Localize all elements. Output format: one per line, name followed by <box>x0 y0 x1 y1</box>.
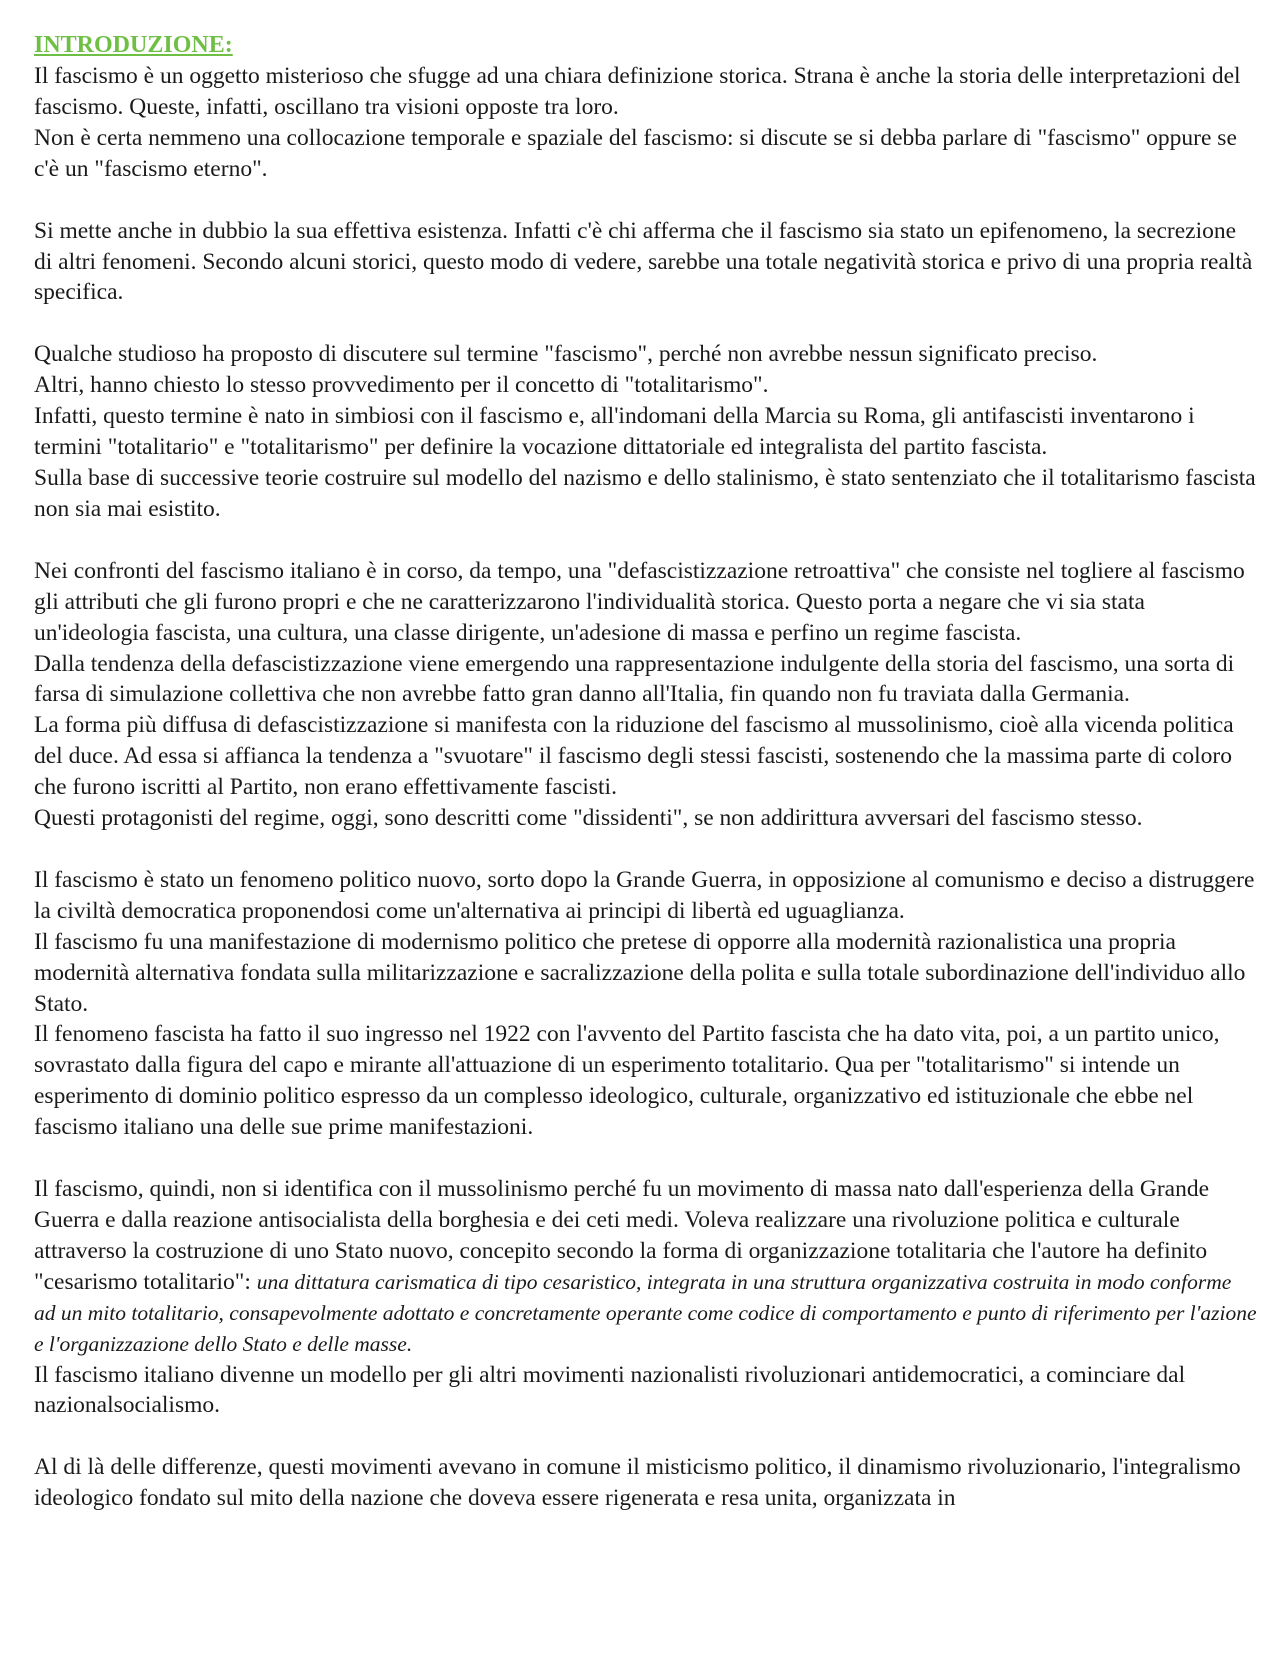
paragraph-text: Il fascismo, quindi, non si identifica con il mussolinismo perché fu un movimento di massa nato dall'esperienza della Grande Guerra e dalla reazione antisocialista della borghesia e dei ceti medi. Voleva realizzare una rivoluzione politica e culturale attraverso la costruzione di uno Stato nuovo, concepito secondo la forma di organizzazione totalitaria che l'autore ha definito "cesarismo totalitario": <box>34 1176 1210 1295</box>
paragraph-line: Infatti, questo termine è nato in simbiosi con il fascismo e, all'indomani della Marcia su Roma, gli antifascisti inventarono i termini "totalitario" e "totalitarismo" per definire la vocazione dittatoriale ed integralista del partito fascista. <box>34 403 1195 461</box>
italic-quote: una dittatura carismatica di tipo cesaristico, integrata in una struttura organizzativa costruita in modo conforme ad un mito totalitario, consapevolmente adottato e concretamente operante come codice di comportamento e punto di riferimento per l'azione e l'organizzazione dello Stato e delle masse. <box>34 1269 1257 1356</box>
paragraph-5 <box>34 865 1258 1143</box>
paragraph-line: Al di là delle differenze, questi movimenti avevano in comune il misticismo politico, il dinamismo rivoluzionario, l'integralismo ideologico fondato sul mito della nazione che doveva essere rigenerata e resa unita, organizzata in <box>34 1454 1241 1512</box>
paragraph-6 <box>34 1174 1258 1421</box>
paragraph-4 <box>34 556 1258 834</box>
paragraph-line: Il fascismo è stato un fenomeno politico nuovo, sorto dopo la Grande Guerra, in opposizione al comunismo e deciso a distruggere la civiltà democratica proponendosi come un'alternativa ai principi di libertà ed uguaglianza. <box>34 866 1255 924</box>
paragraph-line: Il fascismo italiano divenne un modello per gli altri movimenti nazionalisti rivoluzionari antidemocratici, a cominciare dal nazionalsocialismo. <box>34 1361 1186 1419</box>
paragraph-line: Altri, hanno chiesto lo stesso provvedimento per il concetto di "totalitarismo". <box>34 372 769 399</box>
paragraph-7 <box>34 1452 1258 1514</box>
paragraph-line: Qualche studioso ha proposto di discutere sul termine "fascismo", perché non avrebbe nessun significato preciso. <box>34 341 1098 368</box>
paragraph-line: La forma più diffusa di defascistizzazione si manifesta con la riduzione del fascismo al mussolinismo, cioè alla vicenda politica del duce. Ad essa si affianca la tendenza a "svuotare" il fascismo degli stessi fascisti, sostenendo che la massima parte di coloro che furono iscritti al Partito, non erano effettivamente fascisti. <box>34 712 1234 801</box>
paragraph-line: Il fascismo è un oggetto misterioso che sfugge ad una chiara definizione storica. Strana è anche la storia delle interpretazioni del fascismo. Queste, infatti, oscillano tra visioni opposte tra loro. <box>34 63 1241 120</box>
paragraph-2 <box>34 216 1258 309</box>
paragraph-line: Non è certa nemmeno una collocazione temporale e spaziale del fascismo: si discute se si debba parlare di "fascismo" oppure se c'è un "fascismo eterno". <box>34 124 1237 182</box>
section-heading: INTRODUZIONE: <box>34 32 233 58</box>
paragraph-line: Sulla base di successive teorie costruire sul modello del nazismo e dello stalinismo, è stato sentenziato che il totalitarismo fascista non sia mai esistito. <box>34 464 1256 522</box>
paragraph-line: Si mette anche in dubbio la sua effettiva esistenza. Infatti c'è chi afferma che il fascismo sia stato un epifenomeno, la secrezione di altri fenomeni. Secondo alcuni storici, questo modo di vedere, sarebbe una totale negatività storica e privo di una propria realtà specifica. <box>34 217 1253 306</box>
paragraph-line: Il fenomeno fascista ha fatto il suo ingresso nel 1922 con l'avvento del Partito fascista che ha dato vita, poi, a un partito unico, sovrastato dalla figura del capo e mirante all'attuazione di un esperimento totalitario. Qua per "totalitarismo" si intende un esperimento di dominio politico espresso da un complesso ideologico, culturale, organizzativo ed istituzionale che ebbe nel fascismo italiano una delle sue prime manifestazioni. <box>34 1021 1220 1141</box>
paragraph-line: Il fascismo fu una manifestazione di modernismo politico che pretese di opporre alla modernità razionalistica una propria modernità alternativa fondata sulla militarizzazione e sacralizzazione della polita e sulla totale subordinazione dell'individuo allo Stato. <box>34 928 1246 1017</box>
paragraph-line: Dalla tendenza della defascistizzazione viene emergendo una rappresentazione indulgente della storia del fascismo, una sorta di farsa di simulazione collettiva che non avrebbe fatto gran danno all'Italia, fin quando non fu traviata dalla Germania. <box>34 650 1235 708</box>
paragraph-3 <box>34 339 1258 524</box>
paragraph-1 <box>34 61 1258 185</box>
paragraph-line: Questi protagonisti del regime, oggi, sono descritti come "dissidenti", se non addirittura avversari del fascismo stesso. <box>34 805 1143 832</box>
paragraph-line: Nei confronti del fascismo italiano è in corso, da tempo, una "defascistizzazione retroattiva" che consiste nel togliere al fascismo gli attributi che gli furono propri e che ne caratterizzarono l'individualità storica. Questo porta a negare che vi sia stata un'ideologia fascista, una cultura, una classe dirigente, un'adesione di massa e perfino un regime fascista. <box>34 557 1245 646</box>
document-page <box>34 30 1258 1545</box>
paragraph-line-with-italic <box>34 1174 1258 1359</box>
